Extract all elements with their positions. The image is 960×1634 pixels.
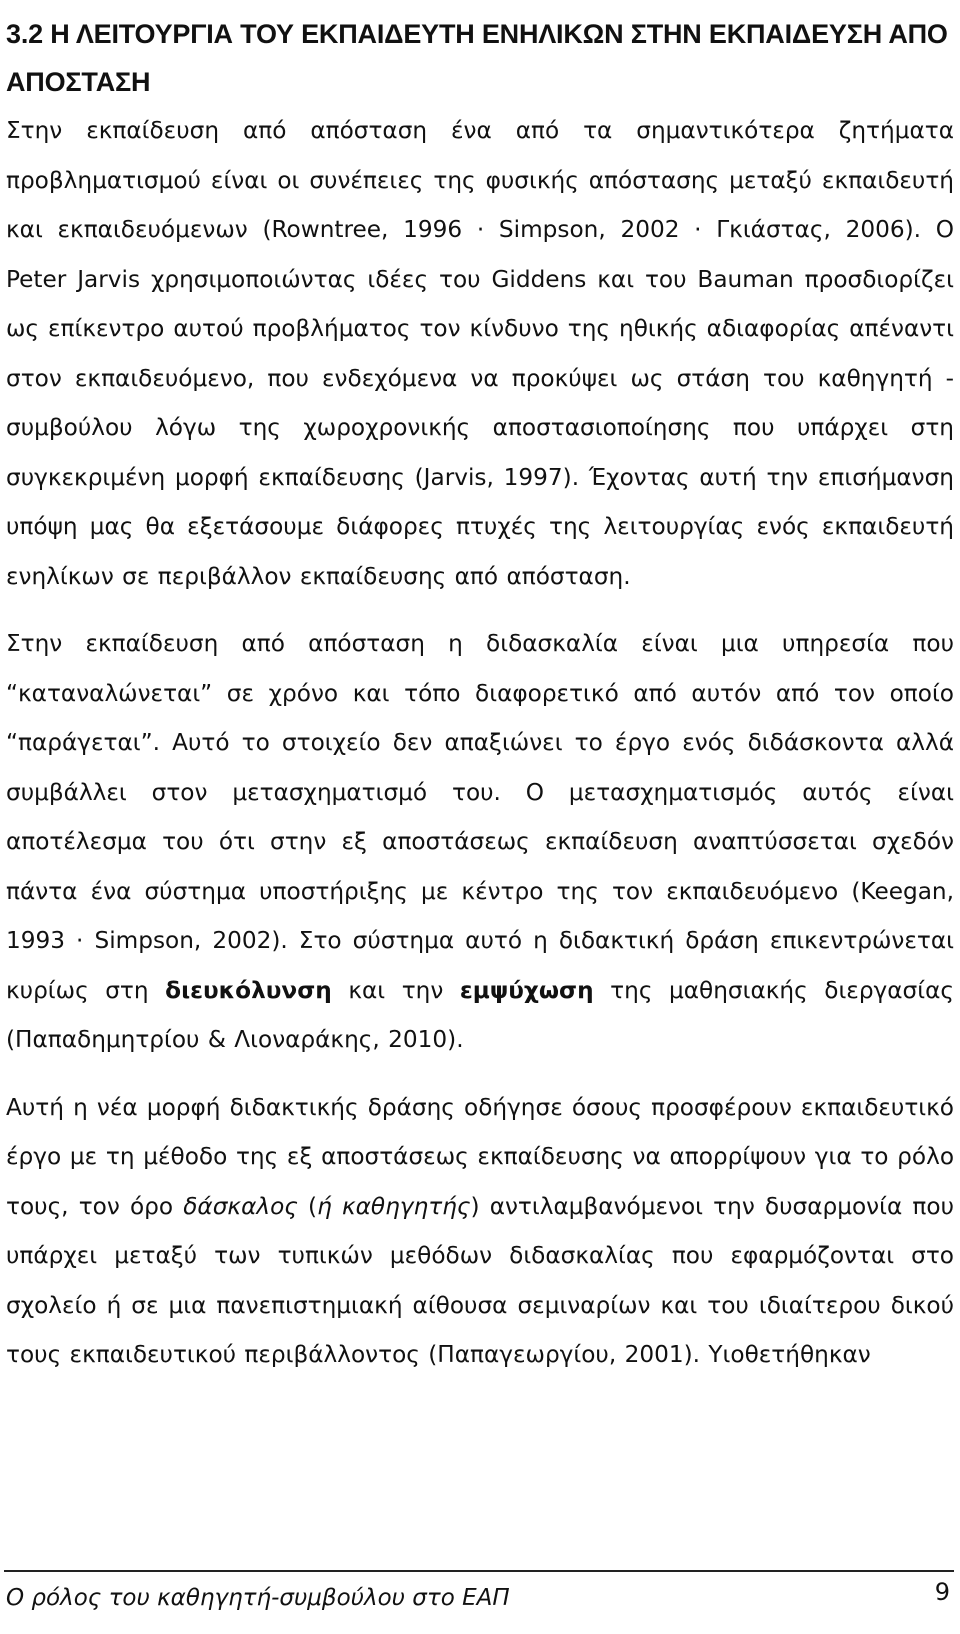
paragraph-text: ) αντιλαμβανόμενοι την δυσαρμονία που υπάρχει μεταξύ των τυπικών μεθόδων διδασκαλίας που εφαρμόζονται στο σχολείο ή σε μια πανεπιστημιακή αίθουσα σεμιναρίων και του ιδιαίτερου δικού τους εκπαιδευτικού περιβάλλοντος (Παπαγεωργίου, 2001). Υιοθετήθηκαν [6,1192,954,1368]
italic-term-professor: ή καθηγητής [317,1192,471,1220]
paragraph-text: Στην εκπαίδευση από απόσταση η διδασκαλία είναι μια υπηρεσία που “καταναλώνεται” σε χρόνο και τόπο διαφορετικό από αυτόν από τον οποίο “παράγεται”. Αυτό το στοιχείο δεν απαξιώνει το έργο ενός διδάσκοντα αλλά συμβάλλει στον μετασχηματισμό του. Ο μετασχηματισμός αυτός είναι αποτέλεσμα του ότι στην εξ αποστάσεως εκπαίδευση αναπτύσσεται σχεδόν πάντα ένα σύστημα υποστήριξης με κέντρο της τον εκπαιδευόμενο (Keegan, 1993 · Simpson, 2002). Στο σύστημα αυτό η διδακτική δράση επικεντρώνεται κυρίως στη [6,630,954,1004]
paragraph-text: της μαθησιακής διεργασίας (Παπαδημητρίου & Λιοναράκης, 2010). [6,976,954,1053]
paragraph-distance-issues: Στην εκπαίδευση από απόσταση ένα από τα σημαντικότερα ζητήματα προβληματισμού είναι οι συνέπειες της φυσικής απόστασης μεταξύ εκπαιδευτή και εκπαιδευόμενων (Rowntree, 1996 · Simpson, 2002 · Γκιάστας, 2006). Ο Peter Jarvis χρησιμοποιώντας ιδέες του Giddens και του Bauman προσδιορίζει ως επίκεντρο αυτού προβλήματος τον κίνδυνο της ηθικής αδιαφορίας απέναντι στον εκπαιδευόμενο, που ενδεχόμενα να προκύψει ως στάση του καθηγητή - συμβούλου λόγω της χωροχρονικής αποστασιοποίησης που υπάρχει στη συγκεκριμένη μορφή εκπαίδευσης (Jarvis, 1997). Έχοντας αυτή την επισήμανση υπόψη μας θα εξετάσουμε διάφορες πτυχές της λειτουργίας ενός εκπαιδευτή ενηλίκων σε περιβάλλον εκπαίδευσης από απόσταση. [6,117,954,590]
page-number: 9 [934,1578,950,1606]
paragraph-text: και την [331,976,460,1004]
paragraph-new-teaching-role [6,1083,954,1380]
paragraph-teaching-transformation [6,619,954,1065]
bold-term-facilitation: διευκόλυνση [165,976,332,1004]
document-page [6,10,954,1380]
section-heading: 3.2 Η ΛΕΙΤΟΥΡΓΙΑ ΤΟΥ ΕΚΠΑΙΔΕΥΤΗ ΕΝΗΛΙΚΩΝ ΣΤΗΝ ΕΚΠΑΙΔΕΥΣΗ ΑΠΟ ΑΠΟΣΤΑΣΗ [6,19,948,97]
footer-title: Ο ρόλος του καθηγητή-συμβούλου στο ΕΑΠ [6,1585,510,1611]
paragraph-text: Αυτή η νέα μορφή διδακτικής δράσης οδήγησε όσους προσφέρουν εκπαιδευτικό έργο με τη μέθοδο της εξ αποστάσεως εκπαίδευσης να απορρίψουν για το ρόλο τους, τον όρο [6,1093,954,1220]
paragraph-text: ( [297,1192,318,1220]
page-footer [6,1578,950,1618]
italic-term-teacher: δάσκαλος [183,1192,298,1220]
bold-term-motivation: εμψύχωση [459,976,594,1004]
footer-divider [4,1570,954,1572]
